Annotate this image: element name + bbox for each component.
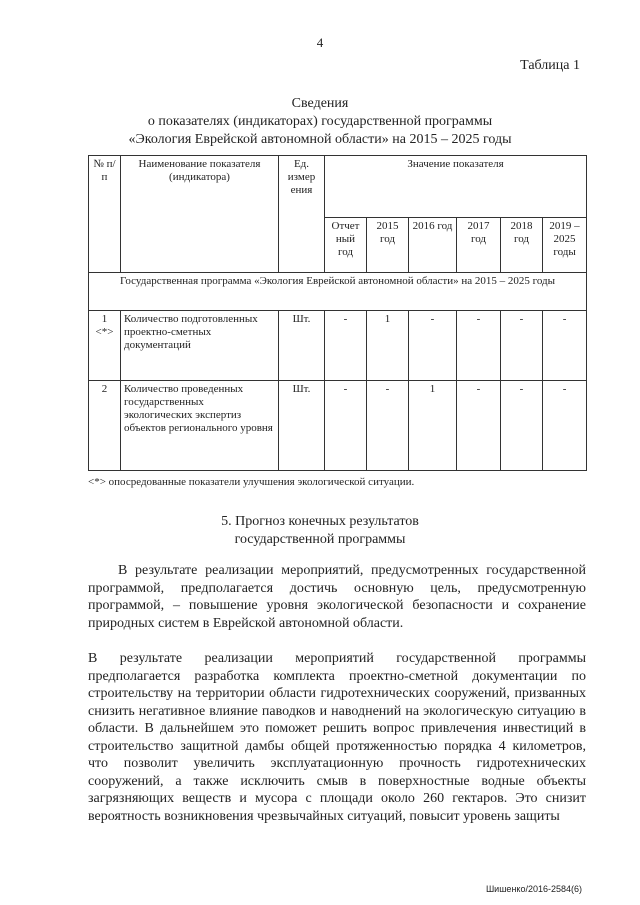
row-value: - [501,311,543,381]
table-label: Таблица 1 [520,58,580,73]
paragraph: В результате реализации мероприятий государственной программы предполагается разработка комплекта проектно-сметной документации по строительству на территории области гидротехнических сооружений, призванных снизить негативное влияние паводков и наводнений на экологическую ситуацию в области. В дальнейшем это поможет решить вопрос привлечения инвестиций в строительство защитной дамбы общей протяженностью порядка 4 километров, что позволит увеличить эксплуатационную прочность гидротехнических сооружений, а также исключить смыв в поверхностные водные объекты загрязняющих веществ и мусора с площади около 260 гектаров. Это снизит вероятность возникновения чрезвычайных ситуаций, повысит уровень защиты [88,651,586,824]
header-year: 2018 год [501,218,543,273]
row-indicator-name: Количество проведенных государственных экологических экспертиз объектов регионального уровня [121,381,279,471]
row-value: - [501,381,543,471]
header-unit: Ед. измер ения [279,156,325,273]
table-header-row [89,156,587,218]
header-year: 2015 год [367,218,409,273]
row-value: - [457,381,501,471]
row-number: 1 <*> [89,311,121,381]
header-value: Значение показателя [325,156,587,218]
header-number: № п/п [89,156,121,273]
heading-line-1: Сведения [291,96,349,111]
program-title: Государственная программа «Экология Еврейской автономной области» на 2015 – 2025 годы [89,273,587,311]
row-value: - [457,311,501,381]
document-code: Шишенко/2016-2584(6) [485,884,582,894]
header-indicator-name: Наименование показателя (индикатора) [121,156,279,273]
table-row [89,311,587,381]
table-row [89,381,587,471]
paragraph: В результате реализации мероприятий, предусмотренных государственной программой, предполагается достичь основную цель, предусмотренную программой, – повышение уровня экологической безопасности и сохранение природных систем в Еврейской автономной области. [88,563,586,631]
row-indicator-name: Количество подготовленных проектно-сметных документаций [121,311,279,381]
row-value: - [325,381,367,471]
program-row [89,273,587,311]
page-number: 4 [316,35,324,50]
row-number: 2 [89,381,121,471]
table-footnote: <*> опосредованные показатели улучшения экологической ситуации. [88,476,415,488]
header-year: 2016 год [409,218,457,273]
header-year: Отчет ный год [325,218,367,273]
indicators-table [88,155,587,471]
row-value: - [543,311,587,381]
heading-line-3: «Экология Еврейской автономной области» на 2015 – 2025 годы [128,132,512,147]
row-unit: Шт. [279,311,325,381]
header-year: 2017 год [457,218,501,273]
header-year: 2019 – 2025 годы [543,218,587,273]
section-title-line-1: 5. Прогноз конечных результатов [221,514,419,529]
row-value: 1 [367,311,409,381]
row-value: - [409,311,457,381]
row-value: - [367,381,409,471]
section-title-line-2: государственной программы [234,532,406,547]
row-value: - [543,381,587,471]
row-value: 1 [409,381,457,471]
heading-line-2: о показателях (индикаторах) государственной программы [147,114,493,129]
row-unit: Шт. [279,381,325,471]
row-value: - [325,311,367,381]
